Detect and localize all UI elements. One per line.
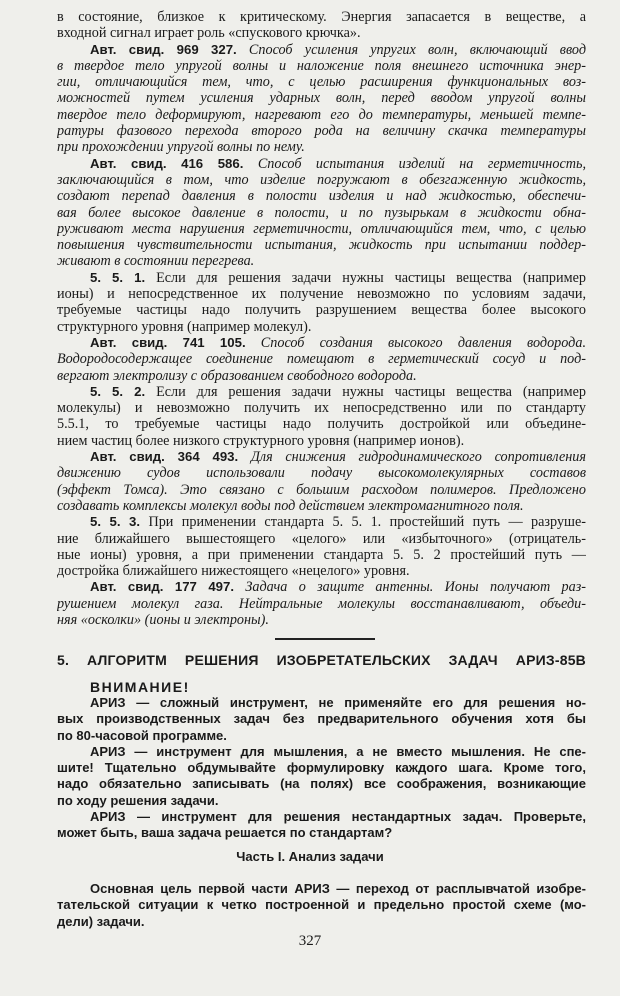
paragraph (57, 514, 586, 579)
line-text: структурного уровня (например молекул). (57, 318, 312, 335)
attention-label: ВНИМАНИЕ! (90, 679, 190, 695)
line-text: При применении стандарта 5. 5. 1. простейший путь — разруше- (140, 514, 586, 531)
line-text: достройка ближайшего нижестоящего «нецелого» уровня. (57, 563, 410, 580)
line-text: Способ испытания изделий на герметичность, (243, 155, 586, 172)
line-text: ратуры фазового перехода второго рода на величину скачка температуры (57, 123, 586, 140)
text-line (57, 123, 586, 139)
text-line (57, 728, 586, 744)
text-line (57, 596, 586, 612)
line-text: вая более высокое давление в полости, и по пузырькам в жидкости обна- (57, 204, 586, 221)
text-line (57, 42, 586, 58)
line-text: — инструмент для решения нестандартных задач. Проверьте, (125, 809, 586, 825)
text-line (57, 514, 586, 530)
paragraph (57, 156, 586, 270)
line-text: по ходу решения задачи. (57, 792, 219, 808)
line-text: по 80-часовой программе. (57, 727, 227, 743)
attention-section (57, 695, 586, 842)
text-line (57, 221, 586, 237)
text-line (57, 253, 586, 269)
text-line (57, 547, 586, 563)
line-text: движению судов использовали подачу высокомолекулярных составов (57, 465, 586, 482)
section-heading: 5. АЛГОРИТМ РЕШЕНИЯ ИЗОБРЕТАТЕЛЬСКИХ ЗАДАЧ АРИЗ-85В (57, 652, 586, 668)
text-line (57, 416, 586, 432)
text-line (57, 74, 586, 90)
paragraph-lead: 5. 5. 2. (90, 383, 146, 399)
line-text: ние ближайшего вышестоящего «целого» или «избыточного» (отрицатель- (57, 530, 586, 547)
line-text: Способ усиления упругих волн, включающий ввод (236, 41, 586, 58)
line-text: гии, отличающийся тем, что, с целью расширения функциональных воз- (57, 74, 586, 91)
text-line (57, 368, 586, 384)
paragraph (57, 579, 586, 628)
paragraph-lead: АРИЗ (90, 809, 126, 825)
text-line (57, 205, 586, 221)
paragraph (57, 270, 586, 335)
line-text: Водородосодержащее соединение помещают в герметический сосуд и под- (57, 351, 586, 368)
line-text: заключающийся в том, что изделие погружают в обезгаженную жидкость, (57, 171, 586, 188)
text-line (57, 188, 586, 204)
text-line (57, 156, 586, 172)
line-text: требуемые частицы надо получить разрушением вещества более высокого (57, 302, 586, 319)
text-line (57, 25, 586, 41)
line-text: живают в состоянии перегрева. (57, 253, 255, 270)
text-line (57, 302, 586, 318)
line-text: молекулы) и невозможно получить их непосредственно или по стандарту (57, 400, 586, 417)
line-text: 5.5.1, то требуемые частицы надо получить достройкой или объедине- (57, 416, 586, 433)
body-text (57, 9, 586, 628)
text-line (57, 531, 586, 547)
line-text: повышения чувствительности испытания, жидкость при испытании поддер- (57, 237, 586, 254)
line-text: в твердое тело упругой волны и наложение поля внешнего источника энер- (57, 57, 586, 74)
paragraph-lead: АРИЗ (90, 743, 126, 759)
paragraph-lead: Авт. свид. 364 493. (90, 449, 239, 465)
part-title: Часть I. Анализ задачи (236, 849, 384, 864)
line-text: Основная цель первой части АРИЗ — переход от расплывчатой изобре- (90, 881, 586, 896)
line-text: нием частиц более низкого структурного уровня (например ионов). (57, 432, 465, 449)
text-line (57, 914, 586, 930)
paragraph (57, 42, 586, 156)
line-text: ные ионы) уровня, а при применении стандарта 5. 5. 2 простейший путь — (57, 546, 586, 563)
text-line (57, 237, 586, 253)
text-line (57, 465, 586, 481)
text-line (57, 107, 586, 123)
line-text: можностей путем усиления ударных волн, перед вводом упругой волны (57, 90, 586, 107)
text-line (57, 449, 586, 465)
paragraph-lead: Авт. свид. 177 497. (90, 579, 234, 595)
text-line (57, 139, 586, 155)
text-line (57, 400, 586, 416)
line-text: Если для решения задачи нужны частицы вещества (например (145, 383, 586, 400)
line-text: в состояние, близкое к критическому. Энергия запасается в веществе, а (57, 9, 586, 25)
text-line (57, 612, 586, 628)
text-line (57, 319, 586, 335)
line-text: Способ создания высокого давления водорода. (245, 334, 586, 351)
text-line (57, 286, 586, 302)
paragraph (57, 449, 586, 514)
paragraph-lead: Авт. свид. 741 105. (90, 334, 246, 350)
line-text: создавать комплексы молекул воды под действием электромагнитного поля. (57, 497, 524, 514)
text-line (57, 384, 586, 400)
paragraph-lead: АРИЗ (90, 695, 126, 710)
paragraph (57, 384, 586, 449)
text-line (57, 711, 586, 727)
text-line (57, 172, 586, 188)
paragraph (57, 695, 586, 744)
line-text: — инструмент для мышления, а не вместо мышления. Не спе- (125, 743, 586, 759)
text-line (57, 579, 586, 595)
line-text: — сложный инструмент, не применяйте его для решения но- (125, 695, 586, 710)
paragraph (57, 881, 586, 930)
line-text: при прохождении упругой волны по нему. (57, 139, 305, 156)
text-line (57, 760, 586, 776)
paragraph (57, 335, 586, 384)
text-line (57, 351, 586, 367)
text-line (57, 498, 586, 514)
line-text: руживают места нарушения герметичности, отличающийся тем, что, с целью (57, 220, 586, 237)
line-text: твердое тело деформируют, нагревают его до температуры, меньшей темпе- (57, 106, 586, 123)
paragraph (57, 9, 586, 42)
paragraph-lead: Авт. свид. 969 327. (90, 41, 237, 57)
line-text: шите! Тщательно обдумывайте формулировку каждого шага. Кроме того, (57, 760, 586, 776)
line-text: вых производственных задач без предварительного обучения хотя бы (57, 711, 586, 727)
line-text: дели) задачи. (57, 913, 145, 929)
line-text: тательской ситуации к четко построенной и предельно простой схеме (мо- (57, 897, 586, 913)
page-number: 327 (298, 933, 322, 949)
paragraph-lead: Авт. свид. 416 586. (90, 155, 244, 171)
line-text: няя «осколки» (ионы и электроны). (57, 611, 269, 628)
text-line (57, 744, 586, 760)
paragraph-lead: 5. 5. 1. (90, 269, 146, 285)
text-line (57, 335, 586, 351)
text-line (57, 90, 586, 106)
paragraph-lead: 5. 5. 3. (90, 514, 141, 530)
line-text: рушением молекул газа. Нейтральные молекулы восстанавливают, объеди- (57, 595, 586, 612)
line-text: входной сигнал играет роль «спускового крючка». (57, 25, 361, 42)
text-line (57, 695, 586, 711)
section-divider (275, 638, 375, 640)
part-intro (57, 881, 586, 930)
line-text: Задача о защите антенны. Ионы получают раз- (234, 579, 586, 596)
text-line (57, 881, 586, 897)
paragraph (57, 744, 586, 809)
line-text: ионы) и непосредственное их получение невозможно по условиям задачи, (57, 286, 586, 303)
line-text: Для снижения гидродинамического сопротивления (238, 449, 586, 466)
text-line (57, 776, 586, 792)
text-line (57, 433, 586, 449)
line-text: создают перепад давления в полости изделия и над жидкостью, обеспечи- (57, 188, 586, 205)
text-line (57, 897, 586, 913)
text-line (57, 793, 586, 809)
line-text: может быть, ваша задача решается по стандартам? (57, 825, 393, 841)
text-line (57, 270, 586, 286)
text-line (57, 563, 586, 579)
text-line (57, 9, 586, 25)
line-text: Если для решения задачи нужны частицы вещества (например (145, 269, 586, 286)
text-line (57, 58, 586, 74)
text-line (57, 825, 586, 841)
text-line (57, 809, 586, 825)
line-text: вергают электролизу с образованием свободного водорода. (57, 367, 417, 384)
text-line (57, 482, 586, 498)
line-text: (эффект Томса). Это связано с большим расходом полимеров. Предложено (57, 481, 586, 498)
line-text: надо обязательно записывать (на полях) все соображения, возникающие (57, 776, 586, 792)
paragraph (57, 809, 586, 842)
